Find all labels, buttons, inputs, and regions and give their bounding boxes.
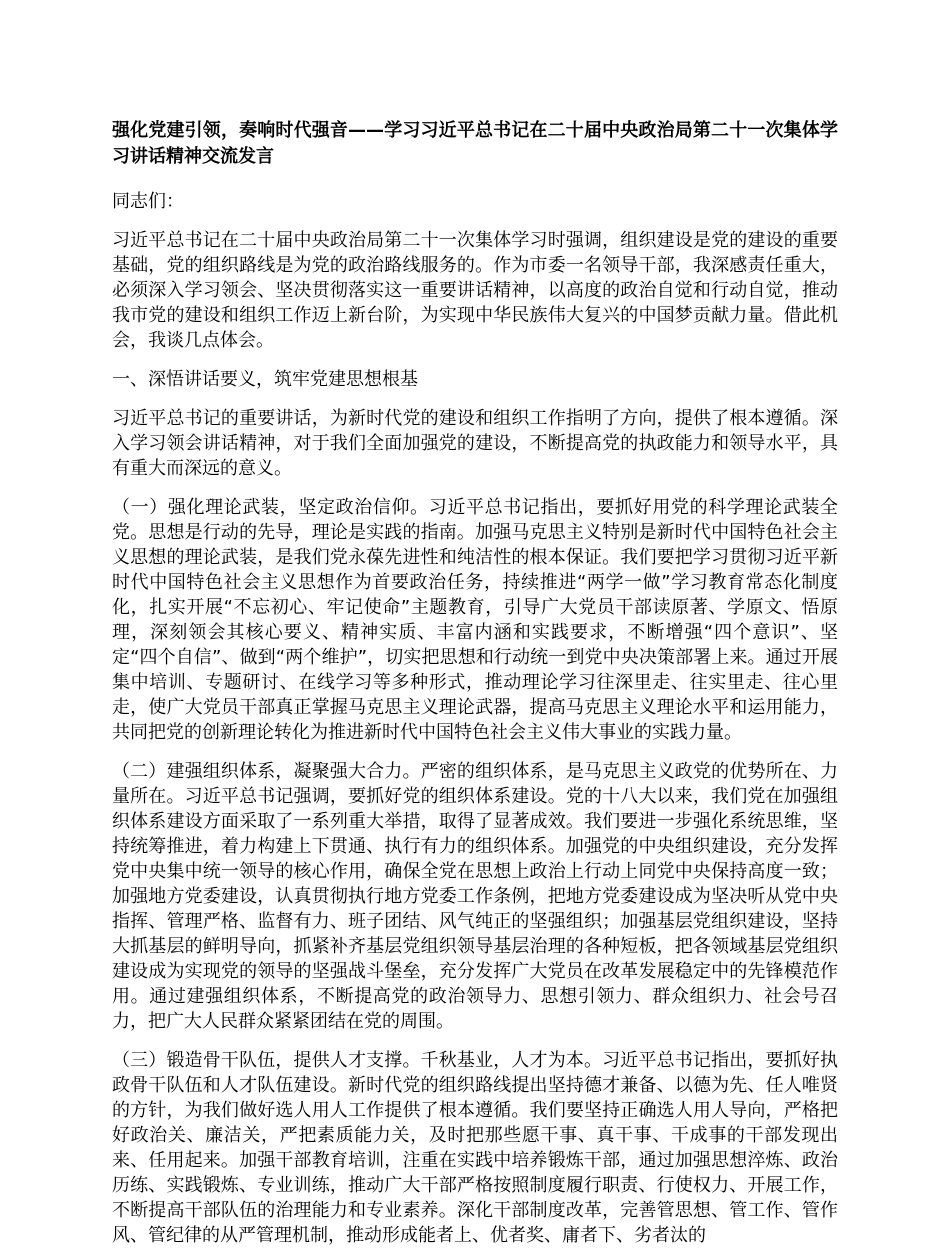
paragraph-section1-lead: 习近平总书记的重要讲话，为新时代党的建设和组织工作指明了方向，提供了根本遵循。深入学习领会讲话精神，对于我们全面加强党的建设，不断提高党的执政能力和领导水平，具有重大而深远的意义。 — [112, 408, 838, 479]
paragraph-intro: 习近平总书记在二十届中央政治局第二十一次集体学习时强调，组织建设是党的建设的重要基础，党的组织路线是为党的政治路线服务的。作为市委一名领导干部，我深感责任重大，必须深入学习领会、坚决贯彻落实这一重要讲话精神，以高度的政治自觉和行动自觉，推动我市党的建设和组织工作迈上新台阶，为实现中华民族伟大复兴的中国梦贡献力量。借此机会，我谈几点体会。 — [112, 230, 838, 351]
document-title: 强化党建引领，奏响时代强音——学习习近平总书记在二十届中央政治局第二十一次集体学习讲话精神交流发言 — [112, 120, 838, 167]
paragraph-point-1: （一）强化理论武装，坚定政治信仰。习近平总书记指出，要抓好用党的科学理论武装全党。思想是行动的先导，理论是实践的指南。加强马克思主义特别是新时代中国特色社会主义思想的理论武装，是我们党永葆先进性和纯洁性的根本保证。我们要把学习贯彻习近平新时代中国特色社会主义思想作为首要政治任务，持续推进“两学一做”学习教育常态化制度化，扎实开展“不忘初心、牢记使命”主题教育，引导广大党员干部读原著、学原文、悟原理，深刻领会其核心要义、精神实质、丰富内涵和实践要求，不断增强“四个意识”、坚定“四个自信”、做到“两个维护”，切实把思想和行动统一到党中央决策部署上来。通过开展集中培训、专题研讨、在线学习等多种形式，推动理论学习往深里走、往实里走、往心里走，使广大党员干部真正掌握马克思主义理论武器，提高马克思主义理论水平和运用能力，共同把党的创新理论转化为推进新时代中国特色社会主义伟大事业的实践力量。 — [112, 497, 838, 743]
paragraph-point-2: （二）建强组织体系，凝聚强大合力。严密的组织体系，是马克思主义政党的优势所在、力量所在。习近平总书记强调，要抓好党的组织体系建设。党的十八大以来，我们党在加强组织体系建设方面采取了一系列重大举措，取得了显著成效。我们要进一步强化系统思维，坚持统筹推进，着力构建上下贯通、执行有力的组织体系。加强党的中央组织建设，充分发挥党中央集中统一领导的核心作用，确保全党在思想上政治上行动上同党中央保持高度一致；加强地方党委建设，认真贯彻执行地方党委工作条例，把地方党委建设成为坚决听从党中央指挥、管理严格、监督有力、班子团结、风气纯正的坚强组织；加强基层党组织建设，坚持大抓基层的鲜明导向，抓紧补齐基层党组织领导基层治理的各种短板，把各领域基层党组织建设成为实现党的领导的坚强战斗堡垒，充分发挥广大党员在改革发展稳定中的先锋模范作用。通过建强组织体系，不断提高党的政治领导力、思想引领力、群众组织力、社会号召力，把广大人民群众紧紧团结在党的周围。 — [112, 761, 838, 1032]
salutation: 同志们： — [112, 191, 184, 212]
paragraph-point-3: （三）锻造骨干队伍，提供人才支撑。千秋基业，人才为本。习近平总书记指出，要抓好执政骨干队伍和人才队伍建设。新时代党的组织路线提出坚持德才兼备、以德为先、任人唯贤的方针，为我们做好选人用人工作提供了根本遵循。我们要坚持正确选人用人导向，严格把好政治关、廉洁关，严把素质能力关，及时把那些愿干事、真干事、干成事的干部发现出来、任用起来。加强干部教育培训，注重在实践中培养锻炼干部，通过加强思想淬炼、政治历练、实践锻炼、专业训练，推动广大干部严格按照制度履行职责、行使权力、开展工作，不断提高干部队伍的治理能力和专业素养。深化干部制度改革，完善管思想、管工作、管作风、管纪律的从严管理机制，推动形成能者上、优者奖、庸者下、劣者汰的 — [112, 1050, 838, 1246]
section-heading-1: 一、深悟讲话要义，筑牢党建思想根基 — [112, 369, 418, 390]
